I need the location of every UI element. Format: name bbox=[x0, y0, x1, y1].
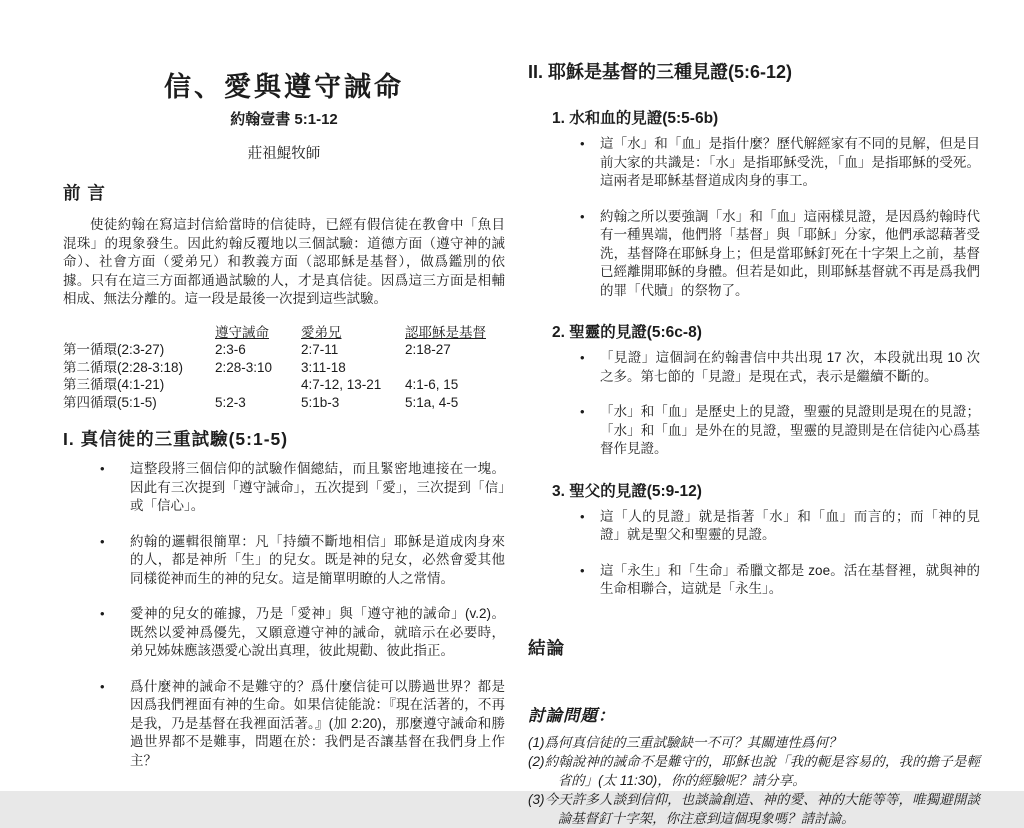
bullet-text: • 「見證」這個詞在約翰書信中共出現 17 次，本段就出現 10 次之多。第七節的「見證」是現在式，表示是繼續不斷的。 bbox=[600, 350, 980, 384]
left-column bbox=[63, 70, 505, 770]
document-author: 莊祖鯤牧師 bbox=[247, 146, 321, 162]
cell bbox=[405, 359, 505, 377]
bullet-item bbox=[63, 605, 505, 661]
right-column bbox=[528, 58, 980, 828]
bullet-item bbox=[528, 208, 980, 301]
subsection2-heading: 2. 聖靈的見證(5:6c-8) bbox=[552, 324, 702, 341]
cell: 4:7-12, 13-21 bbox=[301, 377, 382, 392]
cell: 2:7-11 bbox=[301, 342, 339, 357]
discussion-question: (1)爲何真信徒的三重試驗缺一不可？其關連性爲何？ bbox=[528, 734, 842, 750]
bullet-item bbox=[528, 403, 980, 459]
row-label: 第三循環(4:1-21) bbox=[63, 377, 165, 392]
cycles-table bbox=[63, 324, 505, 412]
table-header-love-brothers: 愛弟兄 bbox=[301, 324, 342, 340]
subsection1-bullets bbox=[528, 135, 980, 300]
bullet-item bbox=[528, 562, 980, 599]
bullet-item bbox=[63, 533, 505, 589]
bullet-text: • 「水」和「血」是歷史上的見證，聖靈的見證則是現在的見證；「水」和「血」是外在的見證，聖靈的見證則是在信徒內心爲基督作見證。 bbox=[600, 404, 980, 456]
cell bbox=[215, 376, 301, 394]
subsection3-heading: 3. 聖父的見證(5:9-12) bbox=[552, 482, 702, 500]
table-row bbox=[63, 359, 505, 377]
cell: 2:3-6 bbox=[215, 342, 246, 357]
cell: 5:1b-3 bbox=[301, 394, 340, 410]
table-row bbox=[63, 341, 505, 359]
subsection1-heading: 1. 水和血的見證(5:5-6b) bbox=[552, 110, 719, 127]
table-row bbox=[63, 394, 505, 412]
bullet-item bbox=[528, 508, 980, 545]
bullet-text: • 爲什麼神的誡命不是難守的？爲什麼信徒可以勝過世界？都是因爲我們裡面有神的生命。如果信徒能說：『現在活著的，不再是我，乃是基督在我裡面活著。』(加 2:20)，那麼遵守誡命和勝過世界都不是難事，問題在於：我們是否讓基督在我們身上作主？ bbox=[130, 678, 505, 768]
bullet-text: • 愛神的兒女的確據，乃是「愛神」與「遵守祂的誡命」(v.2)。既然以愛神爲優先，又願意遵守神的誡命，就暗示在必要時，弟兄姊妹應該憑愛心說出真理，彼此規勸、彼此指正。 bbox=[130, 606, 505, 658]
bullet-text: • 這「人的見證」就是指著「水」和「血」而言的；而「神的見證」就是聖父和聖靈的見證。 bbox=[600, 508, 980, 542]
cell: 5:1a, 4-5 bbox=[405, 394, 459, 410]
bullet-text: • 這「水」和「血」是指什麼？歷代解經家有不同的見解，但是目前大家的共識是：「水」是指耶穌受洗，「血」是指耶穌的受死。這兩者是耶穌基督道成肉身的事工。 bbox=[600, 136, 980, 188]
bullet-text: • 這「永生」和「生命」希臘文都是 zoe。活在基督裡，就與神的生命相聯合，這就是「永生」。 bbox=[600, 562, 980, 596]
bullet-item bbox=[63, 678, 505, 771]
discussion-question: (3)今天許多人談到信仰，也談論創造、神的愛、神的大能等等，唯獨避開談論基督釘十字架，你注意到這個現象嗎？請討論。 bbox=[528, 791, 980, 826]
row-label: 第二循環(2:28-3:18) bbox=[63, 359, 184, 375]
table-header-keep-commandments: 遵守誡命 bbox=[215, 324, 269, 340]
section1-heading: I. 真信徒的三重試驗(5:1-5) bbox=[63, 429, 289, 449]
table-header-spacer bbox=[63, 324, 215, 342]
discussion-question: (2)約翰說神的誡命不是難守的，耶穌也說「我的軛是容易的，我的擔子是輕省的」(太 11:30)，你的經驗呢？請分享。 bbox=[528, 753, 980, 788]
bullet-text: • 這整段將三個信仰的試驗作個總結，而且緊密地連接在一塊。因此有三次提到「遵守誡命」，五次提到「愛」，三次提到「信」或「信心」。 bbox=[130, 461, 505, 513]
row-label: 第一循環(2:3-27) bbox=[63, 342, 165, 357]
table-row bbox=[63, 376, 505, 394]
bullet-item bbox=[528, 135, 980, 191]
bullet-text: • 約翰的邏輯很簡單：凡「持續不斷地相信」耶穌是道成肉身來的人，都是神所「生」的兒女。既是神的兒女，必然會愛其他同樣從神而生的神的兒女。這是簡單明瞭的人之常情。 bbox=[130, 533, 505, 586]
row-label: 第四循環(5:1-5) bbox=[63, 394, 157, 410]
bullet-item bbox=[63, 460, 505, 516]
preface-heading: 前 言 bbox=[63, 183, 106, 203]
bullet-text: • 約翰之所以要強調「水」和「血」這兩樣見證，是因爲約翰時代有一種異端，他們將「基督」與「耶穌」分家，他們承認藉著受洗，基督降在耶穌身上；但是當耶穌釘死在十字架上之前，基督已經離開耶穌的身體。但若是如此，則耶穌基督就不再是爲我們的罪「代贖」的祭物了。 bbox=[600, 208, 980, 298]
cell: 3:11-18 bbox=[301, 359, 346, 375]
preface-paragraph: 使徒約翰在寫這封信給當時的信徒時，已經有假信徒在教會中「魚目混珠」的現象發生。因此約翰反覆地以三個試驗：道德方面（遵守神的誡命）、社會方面（愛弟兄）和教義方面（認耶穌是基督），做爲鑑別的依據。只有在這三方面都通過試驗的人，才是真信徒。因爲這三方面是相輔相成、無法分離的。這一段是最後一次提到這些試驗。 bbox=[63, 217, 505, 306]
bullet-item bbox=[528, 349, 980, 386]
cell: 4:1-6, 15 bbox=[405, 377, 459, 392]
document-title: 信、愛與遵守誡命 bbox=[164, 72, 404, 102]
section1-bullets bbox=[63, 460, 505, 770]
cell: 2:28-3:10 bbox=[215, 359, 273, 375]
conclusion-heading: 結論 bbox=[528, 637, 565, 658]
table-header-confess-christ: 認耶穌是基督 bbox=[405, 324, 486, 340]
discussion-questions bbox=[528, 733, 980, 828]
subsection2-bullets bbox=[528, 349, 980, 459]
cell: 5:2-3 bbox=[215, 394, 246, 410]
cell: 2:18-27 bbox=[405, 342, 451, 357]
table-header-row bbox=[63, 324, 505, 342]
document-subtitle: 約翰壹書 5:1-12 bbox=[230, 111, 338, 128]
section2-heading: II. 耶穌是基督的三種見證(5:6-12) bbox=[528, 62, 793, 82]
subsection3-bullets bbox=[528, 508, 980, 599]
discussion-heading: 討論問題： bbox=[528, 706, 616, 725]
